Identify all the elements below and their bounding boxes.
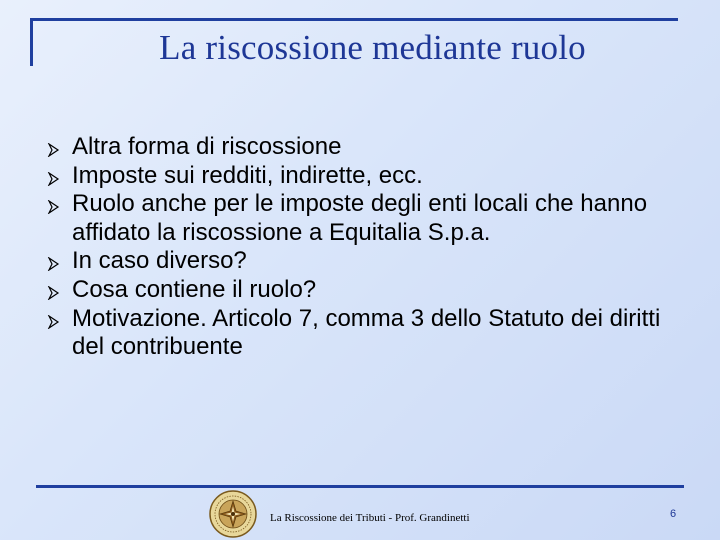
bullet-item [46, 276, 686, 305]
bullet-text: Altra forma di riscossione [72, 133, 342, 160]
bullet-text: Cosa contiene il ruolo? [72, 275, 317, 303]
bullet-text: Motivazione. Articolo 7, comma 3 dello Statuto dei diritti del contribuente [72, 304, 661, 361]
title-frame-top-rule [30, 18, 678, 21]
arrow-bullet-icon [46, 257, 60, 271]
bullet-item [46, 305, 686, 362]
arrow-bullet-icon [46, 172, 60, 186]
bullet-list [46, 133, 686, 362]
bullet-text: Imposte sui redditi, indirette, ecc. [72, 161, 423, 189]
bullet-item [46, 162, 686, 191]
arrow-bullet-icon [46, 200, 60, 214]
bullet-item [46, 133, 686, 162]
arrow-bullet-icon [46, 315, 60, 329]
slide-title: La riscossione mediante ruolo [159, 28, 586, 67]
arrow-bullet-icon [46, 143, 60, 157]
bullet-text: In caso diverso? [72, 247, 247, 275]
arrow-bullet-icon [46, 286, 60, 300]
university-seal-icon [208, 489, 258, 539]
footer-rule [36, 485, 684, 488]
bullet-item [46, 190, 686, 247]
bullet-text: Ruolo anche per le imposte degli enti locali che hanno affidato la riscossione a Equitalia S.p.a. [72, 190, 648, 246]
page-number: 6 [670, 508, 677, 520]
bullet-item [46, 247, 686, 276]
footer-text: La Riscossione dei Tributi - Prof. Grandinetti [270, 512, 470, 524]
